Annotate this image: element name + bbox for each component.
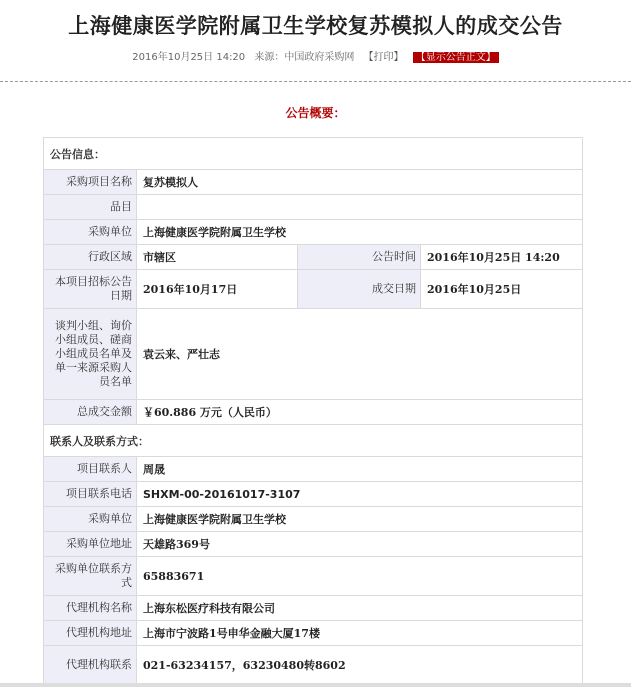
announcement-table [43, 137, 583, 685]
agency-addr-value: 上海市宁波路1号申华金融大厦17楼 [137, 621, 583, 646]
contact-person-value: 周晟 [137, 457, 583, 482]
contact-purchaser-label: 采购单位 [44, 507, 137, 532]
page-bottom-edge [0, 683, 631, 687]
purchaser-contact-label: 采购单位联系方式 [44, 557, 137, 596]
contact-phone-value: SHXM-00-20161017-3107 [137, 482, 583, 507]
purchaser-addr-label: 采购单位地址 [44, 532, 137, 557]
meta-line [0, 48, 631, 63]
bid-date-label: 本项目招标公告日期 [44, 270, 137, 309]
project-name-label: 采购项目名称 [44, 170, 137, 195]
total-value: ￥60.886 万元（人民币） [137, 400, 583, 425]
contact-purchaser-value: 上海健康医学院附属卫生学校 [137, 507, 583, 532]
divider [0, 81, 631, 82]
item-label: 品目 [44, 195, 137, 220]
section-info: 公告信息： [44, 138, 583, 170]
deal-date-value: 2016年10月25日 [421, 270, 583, 309]
deal-date-label: 成交日期 [298, 270, 421, 309]
agency-addr-label: 代理机构地址 [44, 621, 137, 646]
summary-heading: 公告概要： [285, 106, 346, 120]
bid-date-value: 2016年10月17日 [137, 270, 298, 309]
contact-phone-label: 项目联系电话 [44, 482, 137, 507]
show-full-button[interactable]: 【显示公告正文】 [413, 52, 499, 63]
announce-time-label: 公告时间 [298, 245, 421, 270]
announce-time-value: 2016年10月25日 14:20 [421, 245, 583, 270]
purchaser-value: 上海健康医学院附属卫生学校 [137, 220, 583, 245]
region-value: 市辖区 [137, 245, 298, 270]
purchaser-addr-value: 天雄路369号 [137, 532, 583, 557]
region-label: 行政区域 [44, 245, 137, 270]
publish-date: 2016年10月25日 14:20 [132, 52, 246, 63]
project-name-value: 复苏模拟人 [137, 170, 583, 195]
agency-contact-label: 代理机构联系 [44, 646, 137, 685]
page-title: 上海健康医学院附属卫生学校复苏模拟人的成交公告 [68, 14, 563, 38]
panel-value: 袁云来、严壮志 [137, 309, 583, 400]
purchaser-contact-value: 65883671 [137, 557, 583, 596]
total-label: 总成交金额 [44, 400, 137, 425]
contact-person-label: 项目联系人 [44, 457, 137, 482]
purchaser-label: 采购单位 [44, 220, 137, 245]
panel-label: 谈判小组、询价小组成员、磋商小组成员名单及单一来源采购人员名单 [44, 309, 137, 400]
print-link[interactable]: 【打印】 [363, 52, 404, 63]
item-value [137, 195, 583, 220]
source-text: 来源：中国政府采购网 [254, 52, 355, 63]
agency-contact-value: 021-63234157，63230480转8602 [137, 646, 583, 685]
agency-label: 代理机构名称 [44, 596, 137, 621]
agency-value: 上海东松医疗科技有限公司 [137, 596, 583, 621]
section-contact: 联系人及联系方式： [44, 425, 583, 457]
